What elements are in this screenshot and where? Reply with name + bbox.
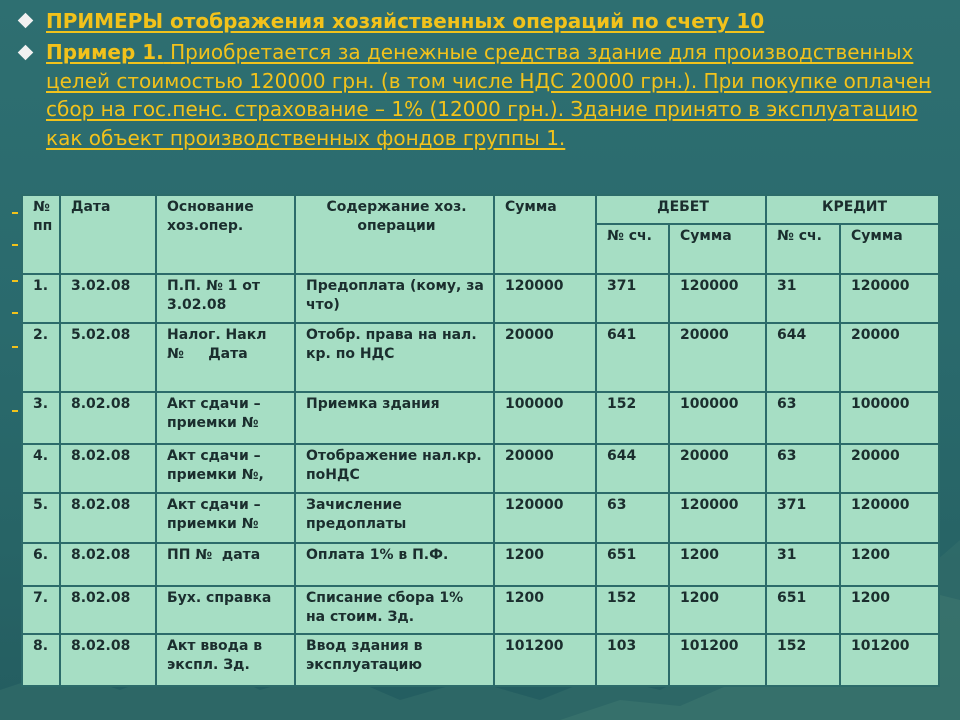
cell-debit-account: 103 xyxy=(596,634,669,686)
cell-num: 3. xyxy=(22,392,60,444)
cell-date: 8.02.08 xyxy=(60,543,156,586)
cell-num: 4. xyxy=(22,444,60,493)
cell-credit-account: 371 xyxy=(766,493,840,543)
header-sum: Сумма xyxy=(494,195,596,274)
cell-debit-sum: 101200 xyxy=(669,634,766,686)
header-basis: Основание хоз.опер. xyxy=(156,195,295,274)
header-content: Содержание хоз. операции xyxy=(295,195,494,274)
cell-basis: Акт ввода в экспл. Зд. xyxy=(156,634,295,686)
table-row xyxy=(22,444,939,493)
cell-content: Приемка здания xyxy=(295,392,494,444)
cell-debit-sum: 100000 xyxy=(669,392,766,444)
cell-debit-account: 152 xyxy=(596,392,669,444)
cell-basis: Акт сдачи – приемки № xyxy=(156,392,295,444)
cell-debit-sum: 1200 xyxy=(669,543,766,586)
cell-sum: 100000 xyxy=(494,392,596,444)
hidden-bullet-mark xyxy=(12,346,18,348)
cell-basis: Акт сдачи – приемки № xyxy=(156,493,295,543)
table-row xyxy=(22,274,939,323)
table-row xyxy=(22,392,939,444)
cell-sum: 101200 xyxy=(494,634,596,686)
cell-content: Списание сбора 1% на стоим. Зд. xyxy=(295,586,494,634)
example-lead: Пример 1. xyxy=(46,40,164,64)
cell-debit-sum: 20000 xyxy=(669,444,766,493)
cell-content: Оплата 1% в П.Ф. xyxy=(295,543,494,586)
header-debit-sum: Сумма xyxy=(669,224,766,274)
table-row xyxy=(22,323,939,392)
hidden-bullet-mark xyxy=(12,312,18,314)
cell-credit-sum: 1200 xyxy=(840,543,939,586)
cell-sum: 120000 xyxy=(494,274,596,323)
cell-content: Предоплата (кому, за что) xyxy=(295,274,494,323)
cell-sum: 120000 xyxy=(494,493,596,543)
header-debit-account: № сч. xyxy=(596,224,669,274)
cell-sum: 1200 xyxy=(494,586,596,634)
cell-date: 8.02.08 xyxy=(60,586,156,634)
cell-content: Зачисление предоплаты xyxy=(295,493,494,543)
slide-title: ПРИМЕРЫ отображения хозяйственных операций по счету 10 xyxy=(46,9,765,33)
table-row xyxy=(22,586,939,634)
cell-credit-sum: 20000 xyxy=(840,444,939,493)
cell-date: 8.02.08 xyxy=(60,392,156,444)
example-paragraph xyxy=(46,38,949,152)
cell-debit-sum: 20000 xyxy=(669,323,766,392)
cell-credit-account: 651 xyxy=(766,586,840,634)
cell-num: 6. xyxy=(22,543,60,586)
cell-credit-account: 63 xyxy=(766,392,840,444)
cell-basis: П.П. № 1 от 3.02.08 xyxy=(156,274,295,323)
cell-credit-sum: 20000 xyxy=(840,323,939,392)
cell-debit-account: 644 xyxy=(596,444,669,493)
header-debit: ДЕБЕТ xyxy=(596,195,766,224)
cell-date: 5.02.08 xyxy=(60,323,156,392)
cell-date: 8.02.08 xyxy=(60,493,156,543)
cell-debit-account: 152 xyxy=(596,586,669,634)
cell-debit-sum: 120000 xyxy=(669,274,766,323)
cell-sum: 20000 xyxy=(494,444,596,493)
cell-date: 8.02.08 xyxy=(60,444,156,493)
header-credit: КРЕДИТ xyxy=(766,195,939,224)
table-row xyxy=(22,543,939,586)
cell-content: Отобр. права на нал. кр. по НДС xyxy=(295,323,494,392)
cell-date: 8.02.08 xyxy=(60,634,156,686)
cell-credit-sum: 120000 xyxy=(840,274,939,323)
diamond-bullet-icon xyxy=(18,13,34,29)
cell-debit-account: 651 xyxy=(596,543,669,586)
hidden-bullet-mark xyxy=(12,280,18,282)
table-row xyxy=(22,634,939,686)
cell-sum: 1200 xyxy=(494,543,596,586)
cell-basis: Бух. справка xyxy=(156,586,295,634)
header-num: № пп xyxy=(22,195,60,274)
cell-basis: Налог. Накл № Дата xyxy=(156,323,295,392)
cell-num: 8. xyxy=(22,634,60,686)
operations-table xyxy=(21,194,940,687)
header-credit-account: № сч. xyxy=(766,224,840,274)
hidden-bullet-mark xyxy=(12,212,18,214)
cell-basis: Акт сдачи – приемки №, xyxy=(156,444,295,493)
cell-credit-account: 152 xyxy=(766,634,840,686)
cell-credit-sum: 101200 xyxy=(840,634,939,686)
cell-debit-sum: 1200 xyxy=(669,586,766,634)
cell-content: Ввод здания в эксплуатацию xyxy=(295,634,494,686)
cell-date: 3.02.08 xyxy=(60,274,156,323)
cell-debit-account: 371 xyxy=(596,274,669,323)
example-text: Приобретается за денежные средства здание для производственных целей стоимостью 120000 грн. (в том числе НДС 20000 грн.). При покупке оплачен сбор на гос.пенс. страхование – 1% (12000 грн.). Здание принято в эксплуатацию как объект производственных фондов группы 1. xyxy=(46,40,932,150)
cell-num: 2. xyxy=(22,323,60,392)
cell-num: 7. xyxy=(22,586,60,634)
cell-credit-account: 644 xyxy=(766,323,840,392)
cell-credit-sum: 100000 xyxy=(840,392,939,444)
cell-debit-account: 641 xyxy=(596,323,669,392)
header-credit-sum: Сумма xyxy=(840,224,939,274)
cell-credit-account: 31 xyxy=(766,274,840,323)
cell-sum: 20000 xyxy=(494,323,596,392)
cell-credit-account: 63 xyxy=(766,444,840,493)
cell-num: 1. xyxy=(22,274,60,323)
diamond-bullet-icon xyxy=(18,45,34,61)
cell-credit-sum: 120000 xyxy=(840,493,939,543)
hidden-bullet-mark xyxy=(12,410,18,412)
cell-basis: ПП № дата xyxy=(156,543,295,586)
table-row xyxy=(22,493,939,543)
header-date: Дата xyxy=(60,195,156,274)
cell-credit-account: 31 xyxy=(766,543,840,586)
cell-num: 5. xyxy=(22,493,60,543)
cell-content: Отображение нал.кр. поНДС xyxy=(295,444,494,493)
cell-debit-sum: 120000 xyxy=(669,493,766,543)
cell-debit-account: 63 xyxy=(596,493,669,543)
hidden-bullet-mark xyxy=(12,244,18,246)
cell-credit-sum: 1200 xyxy=(840,586,939,634)
